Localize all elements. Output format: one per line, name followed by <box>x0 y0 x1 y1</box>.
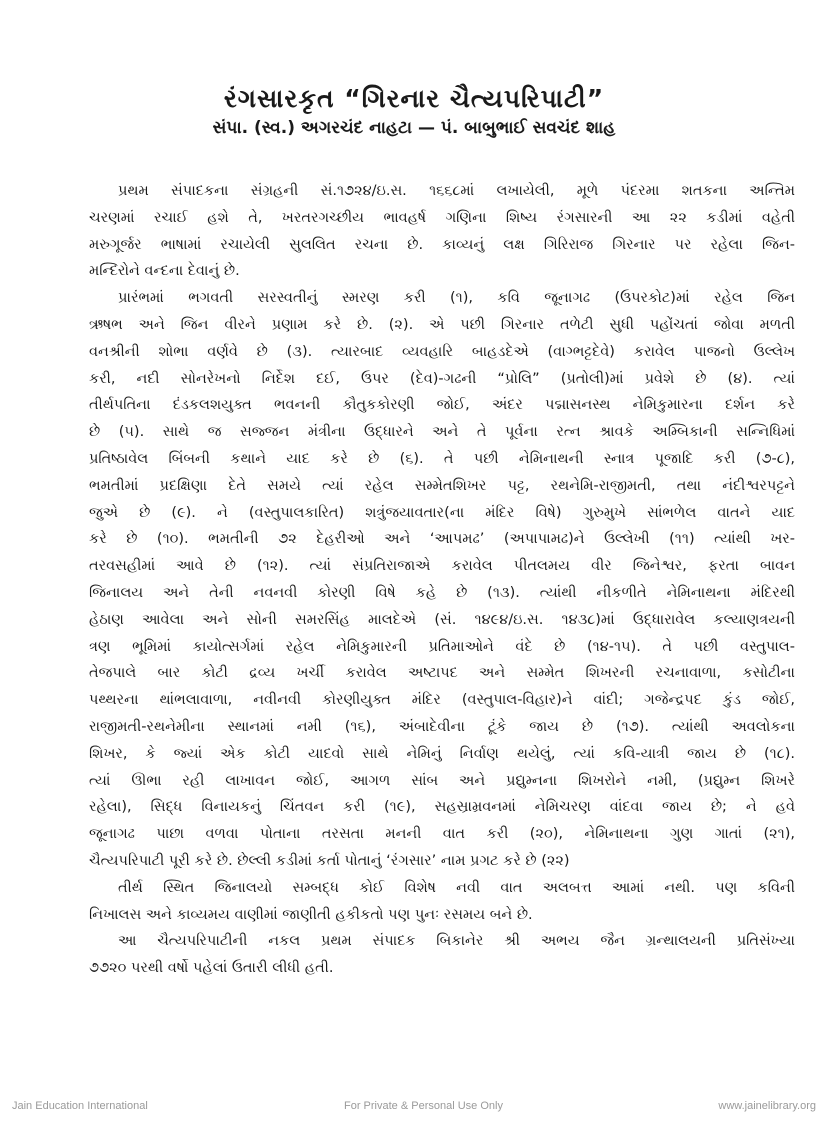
text-line: ચરણમાં રચાઈ હશે તે, ખરતરગચ્છીય ભાવહર્ષ ગણિના શિષ્ય રંગસારની આ ૨૨ કડીમાં વહેતી <box>89 209 795 226</box>
text-line: ભમતીમાં પ્રદક્ષિણા દેતે સમયે ત્યાં રહેલ સમ્મેતશિખર પટ્ટ, રથનેમિ-રાજીમતી, તથા નંદીશ્વરપટ્ટને <box>89 477 795 494</box>
footer-usage-note: For Private & Personal Use Only <box>344 1100 503 1112</box>
article-editors: સંપા. (સ્વ.) અગરચંદ નાહટા — પં. બાબુભાઈ સવચંદ શાહ <box>212 118 616 138</box>
text-line: કરે છે (૧૦). ભમતીની ૭૨ દેહરીઓ અને ‘આપમઢ’ (અપાપામઢ)ને ઉલ્લેખી (૧૧) ત્યાંથી ખર- <box>89 531 795 548</box>
text-line: પ્રથમ સંપાદકના સંગ્રહની સં.૧૭૨૪/ઇ.સ. ૧૬૬૮માં લખાયેલી, મૂળે પંદરમા શતકના અન્તિમ <box>118 183 795 199</box>
text-line: જુએ છે (૯). ને (વસ્તુપાલકારિત) શત્રુંજયાવતાર(ના મંદિર વિષે) ગુરુમુખે સાંભળેલ વાતને યાદ <box>89 504 795 521</box>
text-line: ચૈત્યપરિપાટી પૂરી કરે છે. છેલ્લી કડીમાં કર્તા પોતાનું ‘રંગસાર’ નામ પ્રગટ કરે છે (૨૨) <box>89 852 570 869</box>
text-line: હેઠાણ આવેલા અને સોની સમરસિંહ માલદેએ (સં. ૧૪૯૪/ઇ.સ. ૧૪૩૮)માં ઉદ્ધારાવેલ કલ્યાણત્રયની <box>89 611 795 628</box>
text-line: ત્યાં ઊભા રહી લાખાવન જોઈ, આગળ સાંબ અને પ્રદ્યુમ્નના શિખરોને નમી, (પ્રદ્યુમ્ન શિખરે <box>89 772 795 789</box>
text-line: મરુગૂર્જર ભાષામાં રચાયેલી સુલલિત રચના છે. કાવ્યનું લક્ષ ગિરિરાજ ગિરનાર પર રહેલા જિન- <box>89 236 795 253</box>
text-line: છે (૫). સાથે જ સજ્જન મંત્રીના ઉદ્ધારને અને તે પૂર્વના રત્ન શ્રાવકે અમ્બિકાની સન્નિધિમાં <box>89 424 795 441</box>
text-line: આ ચૈત્યપરિપાટીની નકલ પ્રથમ સંપાદક બિકાનેર શ્રી અભય જૈન ગ્રન્થાલયની પ્રતિસંખ્યા <box>118 933 795 950</box>
text-line: ૭૭૨૦ પરથી વર્ષો પહેલાં ઉતારી લીધી હતી. <box>89 960 334 977</box>
text-line: રાજીમતી-રથનેમીના સ્થાનમાં નમી (૧૬), અંબાદેવીના ટૂંકે જાય છે (૧૭). ત્યાંથી અવલોકના <box>89 718 795 735</box>
paragraph <box>89 285 795 875</box>
text-line: વનશ્રીની શોભા વર્ણવે છે (૩). ત્યારબાદ વ્યવહારિ બાહડદેએ (વાગ્ભટ્ટદેવે) કરાવેલ પાજનો ઉલ્લેખ <box>89 343 795 360</box>
text-line: નિખાલસ અને કાવ્યમય વાણીમાં જાણીતી હકીકતો પણ પુનઃ રસમય બને છે. <box>89 906 533 923</box>
text-line: શિખર, કે જ્યાં એક કોટી યાદવો સાથે નેમિનું નિર્વાણ થયેલું, ત્યાં કવિ-યાત્રી જાય છે (૧૮). <box>89 745 795 762</box>
text-line: ઋષભ અને જિન વીરને પ્રણામ કરે છે. (૨). એ પછી ગિરનાર તળેટી સુધી પહોંચતાં જોવા મળતી <box>89 316 795 333</box>
text-line: પથ્થરના થાંભલાવાળા, નવીનવી કોરણીયુક્ત મંદિર (વસ્તુપાલ-વિહાર)ને વાંદી; ગજેન્દ્રપદ કુંડ જોઈ, <box>89 692 795 709</box>
text-line: તેજપાલે બાર કોટી દ્રવ્ય ખર્ચી કરાવેલ અષ્ટાપદ અને સમ્મેત શિખરની રચનાવાળા, કસોટીના <box>89 665 795 682</box>
paragraph <box>89 928 795 982</box>
text-line: જૂનાગઢ પાછા વળવા પોતાના તરસતા મનની વાત કરી (૨૦), નેમિનાથના ગુણ ગાતાં (૨૧), <box>89 826 795 843</box>
text-line: મન્દિરોને વન્દના દેવાનું છે. <box>89 263 240 280</box>
text-line: ત્રણ ભૂમિમાં કાયોત્સર્ગમાં રહેલ નેમિકુમારની પ્રતિમાઓને વંદે છે (૧૪-૧૫). તે પછી વસ્તુપાલ- <box>89 638 795 655</box>
text-line: તીર્થપતિના દંડકલશયુક્ત ભવનની કૌતુકકોરણી જોઈ, અંદર પદ્માસનસ્થ નેમિકુમારના દર્શન કરે <box>89 397 795 414</box>
article-body <box>89 178 795 982</box>
paragraph <box>89 178 795 285</box>
text-line: પ્રારંભમાં ભગવતી સરસ્વતીનું સ્મરણ કરી (૧), કવિ જૂનાગઢ (ઉપરકોટ)માં રહેલ જિન <box>118 290 795 307</box>
footer-website-link[interactable]: www.jainelibrary.org <box>718 1100 816 1112</box>
footer-publisher: Jain Education International <box>12 1100 148 1112</box>
text-line: તરવસહીમાં આવે છે (૧૨). ત્યાં સંપ્રતિરાજાએ કરાવેલ પીતલમય વીર જિનેશ્વર, ફરતા બાવન <box>89 558 795 575</box>
text-line: કરી, નદી સોનરેખનો નિર્દેશ દઈ, ઉપર (દેવ)-ગઢની “પ્રોલિ” (પ્રતોલી)માં પ્રવેશે છે (૪). ત્યાં <box>89 370 795 387</box>
article-title: રંગસારકૃત “ગિરનાર ચૈત્યપરિપાટી” <box>223 84 605 113</box>
text-line: જિનાલય અને તેની નવનવી કોરણી વિષે કહે છે (૧૩). ત્યાંથી નીકળીતે નેમિનાથના મંદિરથી <box>89 584 795 601</box>
text-line: તીર્થ સ્થિત જિનાલયો સમ્બદ્ધ કોઈ વિશેષ નવી વાત અલબત્ત આમાં નથી. પણ કવિની <box>118 879 795 896</box>
text-line: રહેલા), સિદ્ધ વિનાયકનું ચિંતવન કરી (૧૯), સહસ્રામ્રવનમાં નેમિચરણ વાંદવા જાય છે; ને હવે <box>89 799 795 816</box>
text-line: પ્રતિષ્ઠાવેલ બિંબની કથાને યાદ કરે છે (૬). તે પછી નેમિનાથની સ્નાત્ર પૂજાદિ કરી (૭-૮), <box>89 450 795 467</box>
paragraph <box>89 875 795 929</box>
